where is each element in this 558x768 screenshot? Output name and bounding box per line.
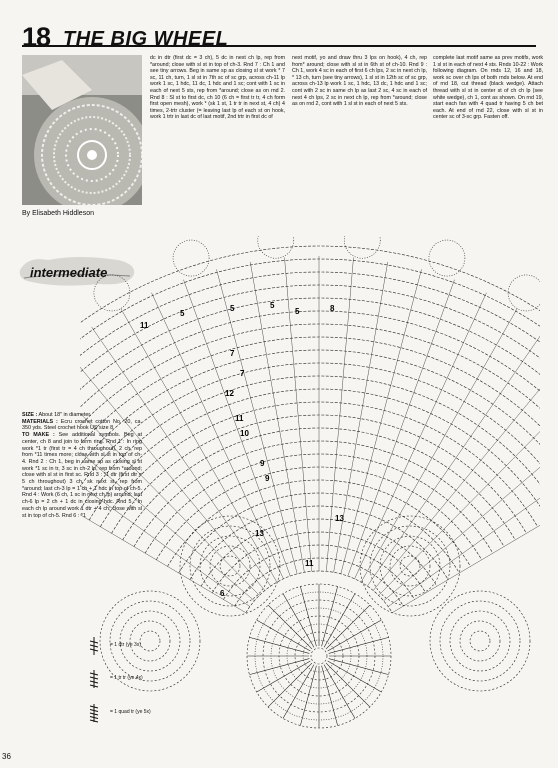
doily-photo — [22, 55, 142, 205]
instructions-column-1: dc in dtr (first dc = 3 ch), 5 dc in next ch lp, rep from *around; close with sl st in top of ch-3. Rnd 7 : Ch 1 and see tiny arrows. Beg in same sp as closing sl st work * 7 sc, 11 ch, turn, 1 sl st in 7th sc of sc grp, across ch-11 lp work 1 sc, 1 hdc, 11 dc, 1 hdc and 1 sc; cont with 1 sc in each of next 5 sts, rep from *around; close as on rnd 2. Rnd 8 : Sl st to first dc, ch 10 (6 ch = first tr tr, 4 ch form first open mesh), work * (sk 1 st, 1 tr tr in next st, 4 ch) 4 times, 2-trtr cluster (= leaving last lp of each st on hook, work 1 trtr in last dc of last motif, 2nd trtr in first dc of — [150, 55, 285, 121]
legend-dtr — [88, 636, 198, 656]
diagram-round-label: 6 — [220, 589, 225, 598]
diagram-round-label: 11 — [235, 414, 244, 423]
diagram-round-label: 13 — [335, 514, 344, 523]
page-number: 36 — [2, 752, 11, 761]
diagram-round-label: 7 — [230, 349, 235, 358]
diagram-round-label: 9 — [265, 474, 270, 483]
size-text: About 18" in diameter. — [38, 412, 92, 418]
diagram-round-label: 7 — [240, 369, 245, 378]
to-make-label: TO MAKE : — [22, 432, 55, 439]
materials-label: MATERIALS : — [22, 418, 58, 425]
diagram-round-label: 5 — [270, 301, 275, 310]
diagram-round-label: 10 — [240, 429, 249, 438]
legend-quadtr-text: = 1 quad tr (ye 5x) — [110, 709, 151, 715]
legend-trtr — [88, 669, 198, 689]
legend-quadtr — [88, 703, 198, 723]
skill-level-label: intermediate — [30, 265, 108, 280]
author-credit: By Elisabeth Hiddleson — [22, 210, 94, 217]
to-make-text: See additional symbols. Beg at center, ch 8 and join to form ring. Rnd 1 : In ring work *1 tr (first tr = 4 ch throughout), 2 ch, rep from *11 times more; close with sl st in top of ch-4. Rnd 2 : Ch 1, beg in same sp as closing sl st work *1 sc in tr, 3 sc in ch-2 lp, rep from *around; close with sl st in first sc. Rnd 3 : *1 dtr (first dtr = 5 ch throughout) 3 ch, sk next st, rep from *around; last ch-3 lp = 1 ch + 1 hdc in top of ch-5. Rnd 4 : Work (6 ch, 1 sc in next ch lp) around; last ch-6 lp = 2 ch + 1 dc in closing hdc. Rnd 5 : In each ch lp around work 1 dtr + 4 ch; close with sl st in top of ch-5. Rnd 6 : *1 — [22, 432, 142, 519]
quadtr-symbol-icon — [88, 703, 104, 723]
pattern-title: THE BIG WHEEL — [63, 28, 229, 50]
diagram-round-label: 13 — [255, 529, 264, 538]
instructions-column-3: complete last motif same as prev motifs, work 1 sl st in each of next 4 sts. Rnds 10-22 : Work following diagram. On rnds 12, 16 and 18, work sc over ch lps of both rnds below. At end of rnd 18, cut thread (black wedge). Attach thread with sl st in center st of ch ch lp (see white wedge), ch 1, cont as shown. On rnd 19, start each fan with 4 quad tr having 5 ch bet each. At end of rnd 22, close with sl st in center sc of 3-sc grp. Fasten off. — [433, 55, 543, 121]
legend-trtr-text: = 1 tr tr (ye 4x) — [110, 675, 143, 681]
diagram-round-label: 5 — [295, 307, 300, 316]
diagram-round-label: 12 — [225, 389, 234, 398]
diagram-round-label: 11 — [305, 559, 314, 568]
diagram-round-label: 11 — [140, 321, 149, 330]
dtr-symbol-icon — [88, 636, 104, 656]
pattern-number: 18 — [22, 22, 51, 52]
diagram-round-label: 5 — [180, 309, 185, 318]
diagram-round-label: 8 — [330, 304, 335, 313]
title-rule — [22, 45, 536, 47]
diagram-round-label: 9 — [260, 459, 265, 468]
materials-text: Ecru crochet cotton No. 20, ca. 350 yds. Steel crochet hook US size 8. — [22, 418, 142, 432]
size-label: SIZE : — [22, 412, 38, 418]
diagram-round-label: 5 — [230, 304, 235, 313]
legend-dtr-text: = 1 dtr (ye 3x) — [110, 642, 141, 648]
trtr-symbol-icon — [88, 669, 104, 689]
instructions-column-2: next motif, yo and draw thru 3 lps on hook), 4 ch, rep from* around; close with sl st in 6th st of ch-10. Rnd 9 : Ch 1, work 4 sc in each of first 6 ch lps, 2 sc in next ch lp, * 13 ch, turn (see tiny arrows), 1 sl st in 12th sc of sc grp, across ch-13 lp work 1 sc, 1 hdc, 13 dc, 1 hdc and 1 sc; cont with 2 sc in same ch lp as last 2 sc, 4 sc in each of next 4 ch lps, 2 sc in next ch lp, rep from *around; close as on rnd 2, cont with 1 sl st in each of next 5 sts. — [292, 55, 427, 108]
